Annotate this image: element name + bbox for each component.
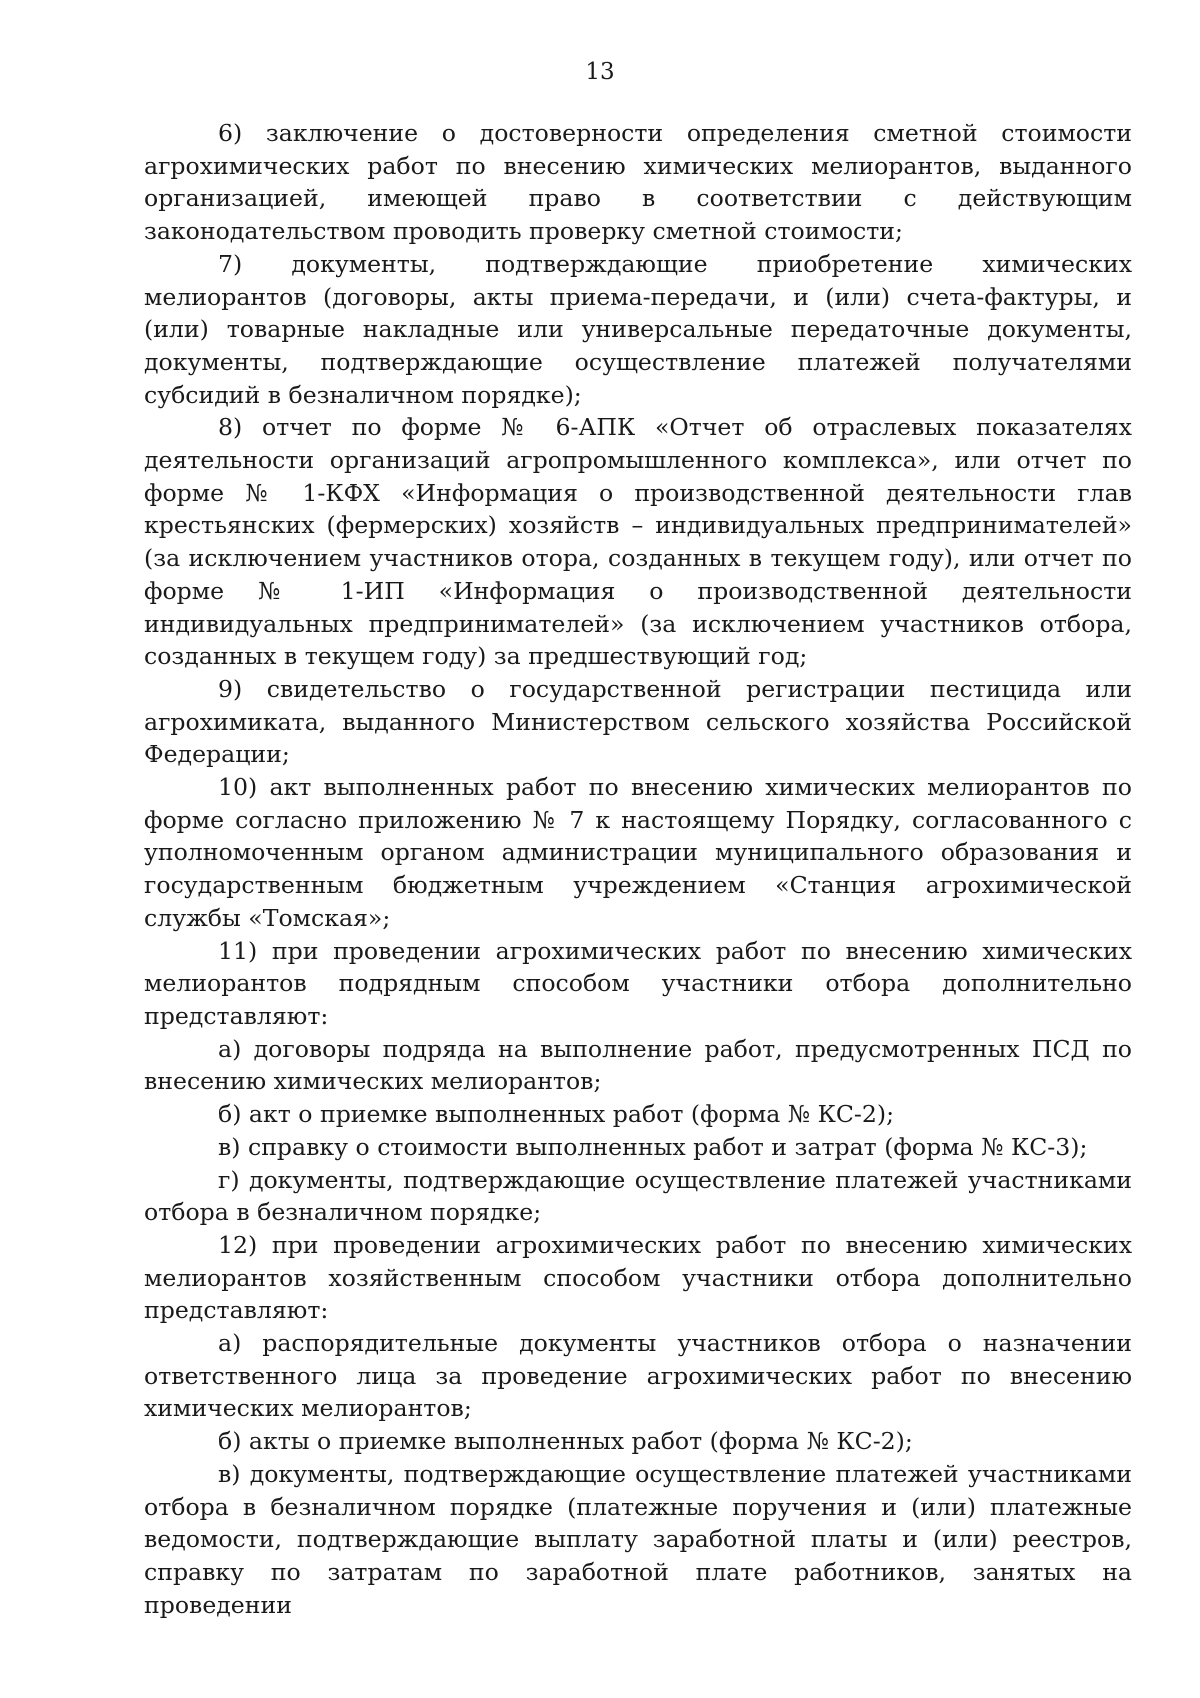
paragraph-subitem-11g: г) документы, подтверждающие осуществление платежей участниками отбора в безналичном порядке; <box>144 1165 1132 1227</box>
paragraph-item-8: 8) отчет по форме № 6-АПК «Отчет об отраслевых показателях деятельности организаций агропромышленного комплекса», или отчет по форме № 1-КФХ «Информация о производственной деятельности глав крестьянских (фермерских) хозяйств – индивидуальных предпринимателей» (за исключением участников отора, созданных в текущем году), или отчет по форме № 1-ИП «Информация о производственной деятельности индивидуальных предпринимателей» (за исключением участников отбора, созданных в текущем году) за предшествующий год; <box>144 413 1132 671</box>
paragraph-item-10: 10) акт выполненных работ по внесению химических мелиорантов по форме согласно приложению № 7 к настоящему Порядку, согласованного с уполномоченным органом администрации муниципального образования и государственным бюджетным учреждением «Станция агрохимической службы «Томская»; <box>144 773 1132 932</box>
page-number: 13 <box>585 59 615 85</box>
paragraph-subitem-11v: в) справку о стоимости выполненных работ и затрат (форма № КС-3); <box>218 1132 1088 1161</box>
paragraph-subitem-12a: а) распорядительные документы участников отбора о назначении ответственного лица за проведение агрохимических работ по внесению химических мелиорантов; <box>144 1329 1132 1423</box>
paragraph-item-9: 9) свидетельство о государственной регистрации пестицида или агрохимиката, выданного Министерством сельского хозяйства Российской Федерации; <box>144 674 1132 769</box>
paragraph-item-12: 12) при проведении агрохимических работ по внесению химических мелиорантов хозяйственным способом участники отбора дополнительно представляют: <box>144 1230 1132 1325</box>
paragraph-subitem-12v: в) документы, подтверждающие осуществление платежей участниками отбора в безналичном порядке (платежные поручения и (или) платежные ведомости, подтверждающие выплату заработной платы и (или) реестров, справку по затратам по заработной плате работников, занятых на проведении <box>144 1459 1132 1619</box>
paragraph-item-11: 11) при проведении агрохимических работ по внесению химических мелиорантов подрядным способом участники отбора дополнительно представляют: <box>144 936 1132 1030</box>
paragraph-subitem-12b: б) акты о приемке выполненных работ (форма № КС-2); <box>218 1427 913 1456</box>
paragraph-subitem-11a: а) договоры подряда на выполнение работ, предусмотренных ПСД по внесению химических мелиорантов; <box>144 1034 1132 1096</box>
paragraph-subitem-11b: б) акт о приемке выполненных работ (форма № КС-2); <box>218 1100 895 1129</box>
paragraph-item-7: 7) документы, подтверждающие приобретение химических мелиорантов (договоры, акты приема-передачи, и (или) счета-фактуры, и (или) товарные накладные или универсальные передаточные документы, документы, подтверждающие осуществление платежей получателями субсидий в безналичном порядке); <box>144 249 1132 409</box>
document-body <box>144 117 1132 1621</box>
paragraph-item-6: 6) заключение о достоверности определения сметной стоимости агрохимических работ по внесению химических мелиорантов, выданного организацией, имеющей право в соответствии с действующим законодательством проводить проверку сметной стоимости; <box>144 119 1132 246</box>
